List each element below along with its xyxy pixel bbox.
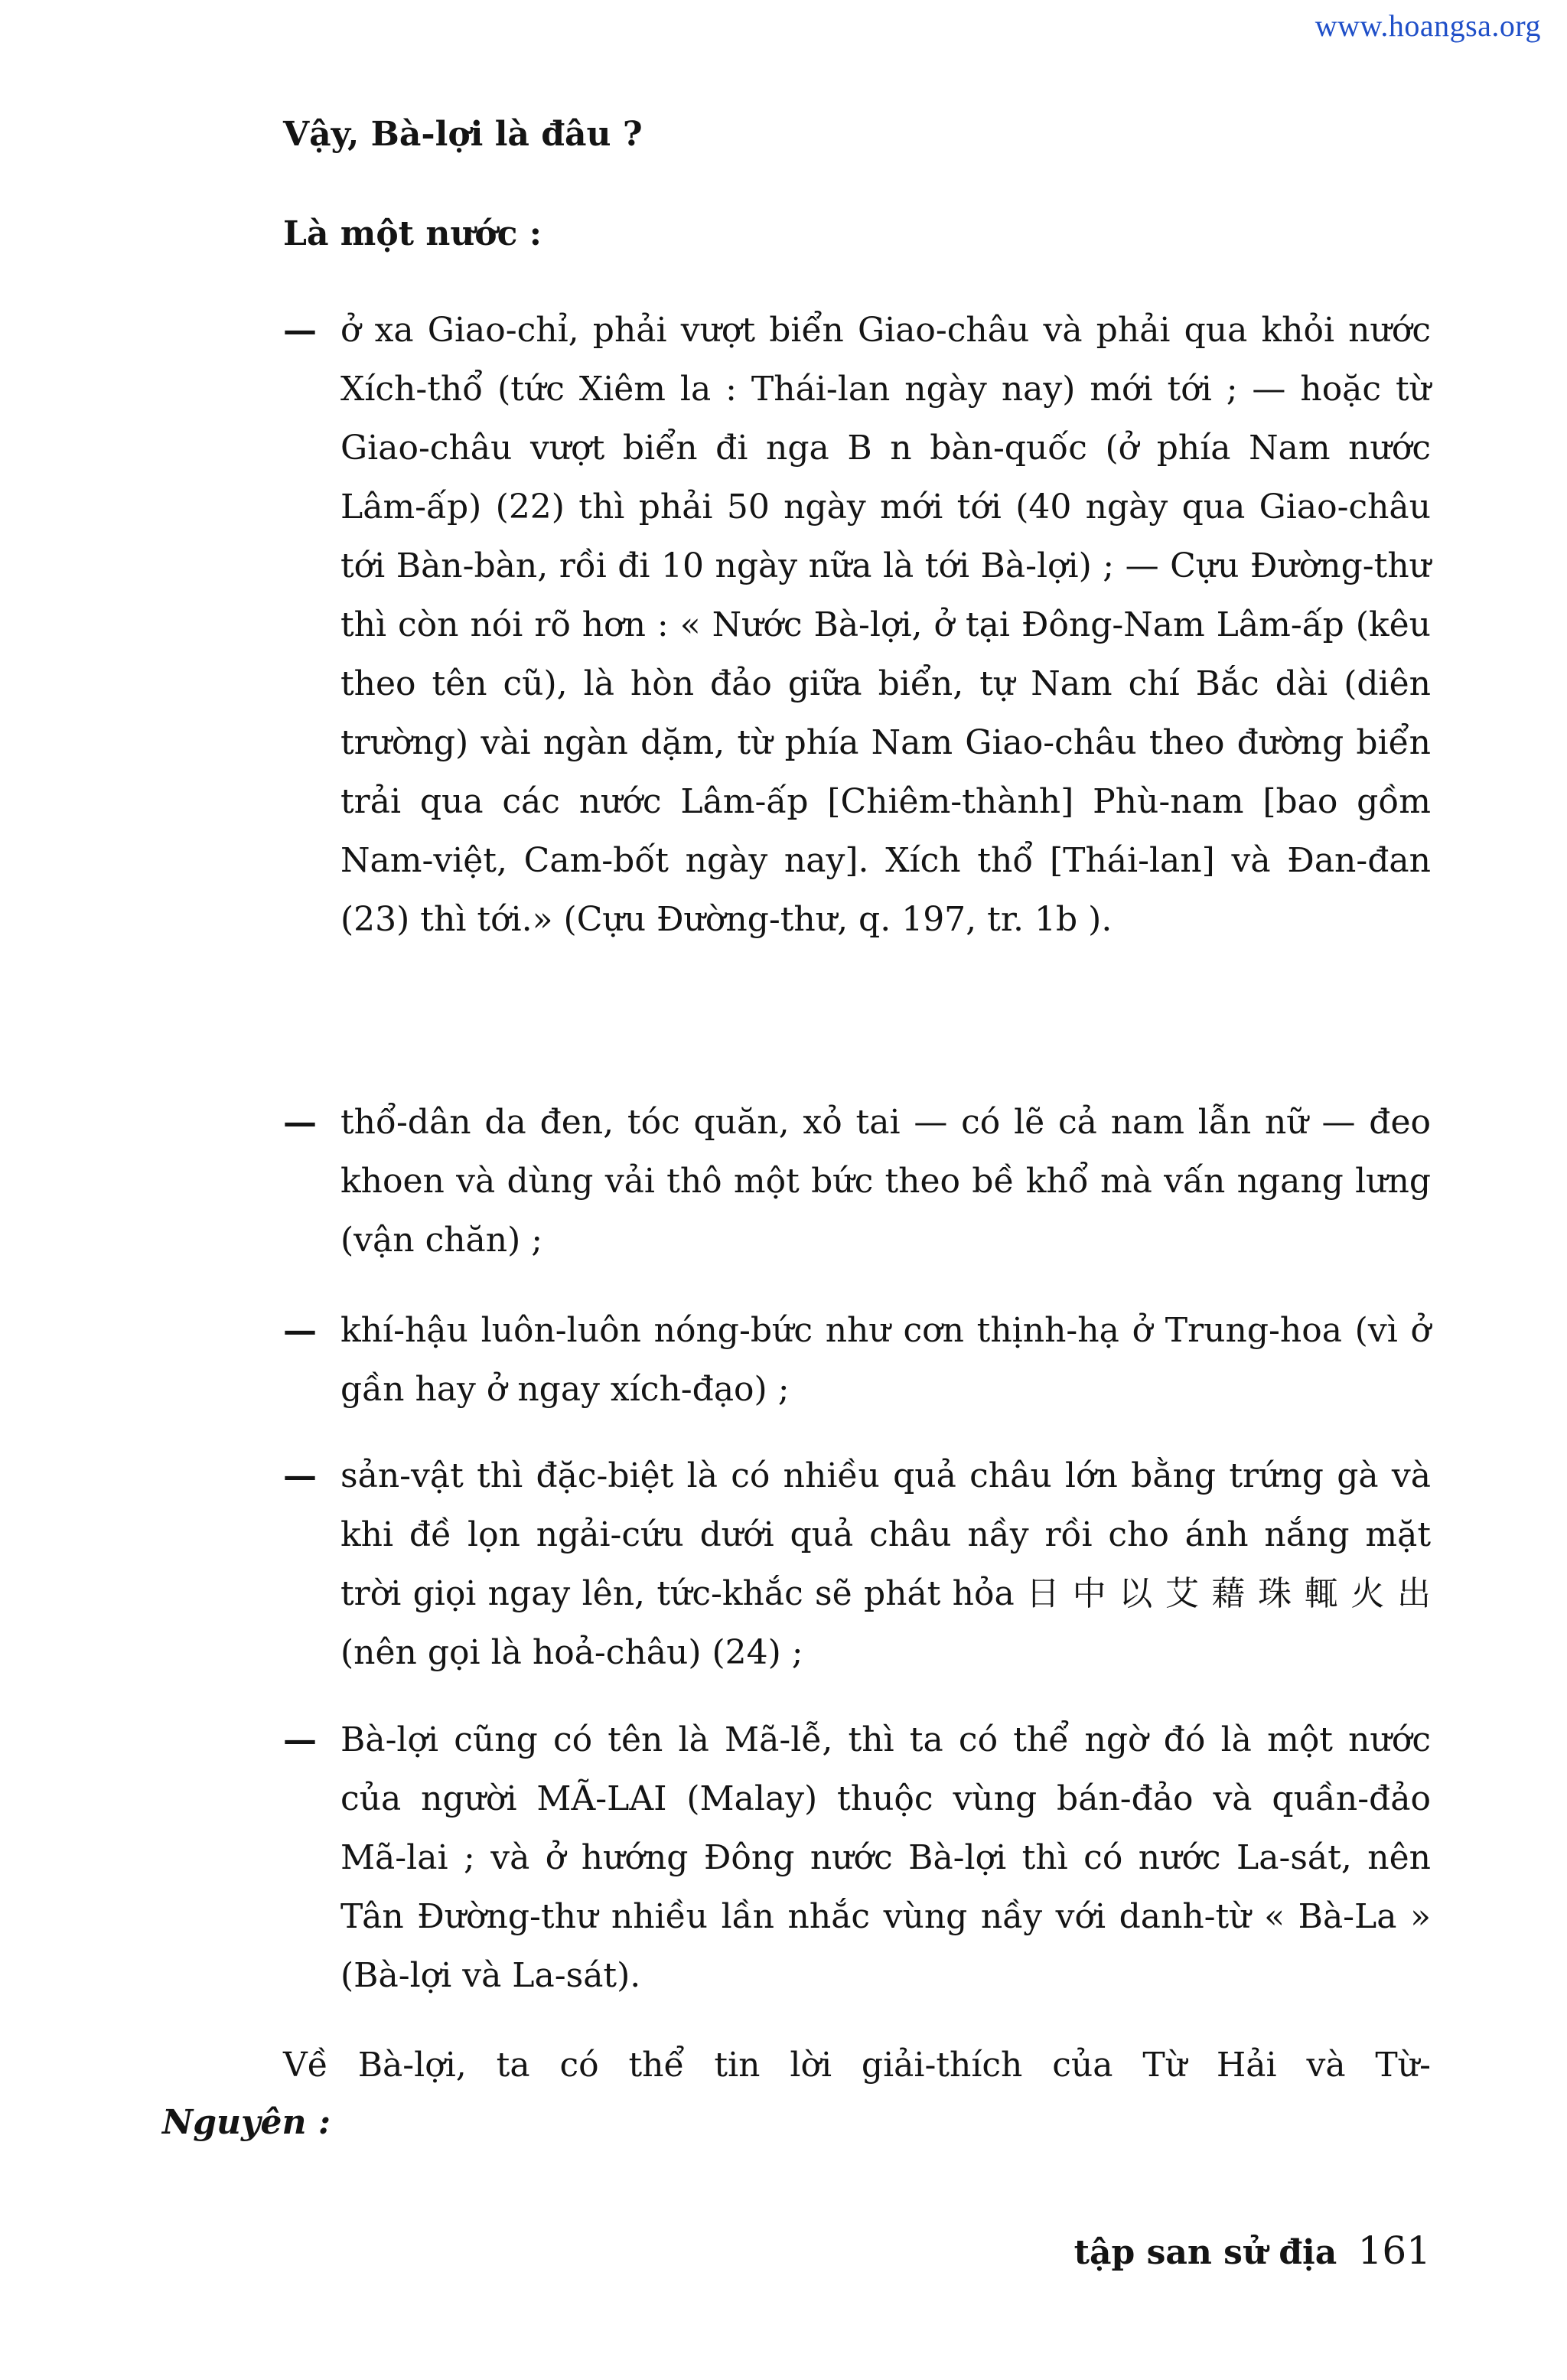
watermark-url[interactable]: www.hoangsa.org	[1315, 8, 1541, 43]
bullet-text: sản-vật thì đặc-biệt là có nhiều quả châu lớn bằng trứng gà và khi đề lọn ngải-cứu dưới quả châu nầy rồi cho ánh nắng mặt trời giọi ngay lên, tức-khắc sẽ phát hỏa 日 中 以 艾 藉 珠 輒 火 出 (nên gọi là hoả-châu) (24) ;	[340, 1456, 1431, 1672]
journal-name: tập san sử địa	[1073, 2233, 1337, 2272]
bullet-text: khí-hậu luôn-luôn nóng-bức như cơn thịnh-hạ ở Trung-hoa (vì ở gần hay ở ngay xích-đạo) ;	[340, 1311, 1431, 1409]
bullet-dash: —	[283, 1311, 317, 1350]
bullet-item-location	[283, 301, 1431, 1066]
bullet-item-products	[283, 1446, 1431, 1684]
closing-paragraph: Về Bà-lợi, ta có thể tin lời giải-thích của Từ Hải và Từ-	[283, 2046, 1431, 2085]
heading-country: Là một nước :	[283, 214, 542, 253]
bullet-dash: —	[283, 1103, 317, 1142]
bullet-text: ở xa Giao-chỉ, phải vượt biển Giao-châu và phải qua khỏi nước Xích-thổ (tức Xiêm la : Thái-lan ngày nay) mới tới ; — hoặc từ Giao-châu vượt biển đi nga B n bàn-quốc (ở phía Nam nước Lâm-ấp) (22) thì phải 50 ngày mới tới (40 ngày qua Giao-châu tới Bàn-bàn, rồi đi 10 ngày nữa là tới Bà-lợi) ; — Cựu Đường-thư thì còn nói rõ hơn : « Nước Bà-lợi, ở tại Đông-Nam Lâm-ấp (kêu theo tên cũ), là hòn đảo giữa biển, tự Nam chí Bắc dài (diên trường) vài ngàn dặm, từ phía Nam Giao-châu theo đường biển trải qua các nước Lâm-ấp [Chiêm-thành] Phù-nam [bao gồm Nam-việt, Cam-bốt ngày nay]. Xích thổ [Thái-lan] và Đan-đan (23) thì tới.» (Cựu Đường-thư, q. 197, tr. 1b ).	[340, 311, 1431, 939]
closing-continuation: Nguyên :	[162, 2103, 331, 2142]
bullet-item-climate	[283, 1301, 1431, 1423]
bullet-text: thổ-dân da đen, tóc quăn, xỏ tai — có lẽ cả nam lẫn nữ — đeo khoen và dùng vải thô một bức theo bề khổ mà vấn ngang lưng (vận chăn) ;	[340, 1103, 1431, 1260]
bullet-dash: —	[283, 1720, 317, 1759]
heading-where: Vậy, Bà-lợi là đâu ?	[283, 115, 643, 154]
bullet-item-malay	[283, 1710, 1431, 2009]
bullet-item-people	[283, 1093, 1431, 1276]
bullet-dash: —	[283, 311, 317, 350]
page-footer	[1074, 2228, 1431, 2273]
bullet-text: Bà-lợi cũng có tên là Mã-lễ, thì ta có thể ngờ đó là một nước của người MÃ-LAI (Malay) thuộc vùng bán-đảo và quần-đảo Mã-lai ; và ở hướng Đông nước Bà-lợi thì có nước La-sát, nên Tân Đường-thư nhiều lần nhắc vùng nầy với danh-từ « Bà-La » (Bà-lợi và La-sát).	[340, 1720, 1431, 1995]
bullet-dash: —	[283, 1456, 317, 1495]
page-number: 161	[1357, 2228, 1431, 2273]
